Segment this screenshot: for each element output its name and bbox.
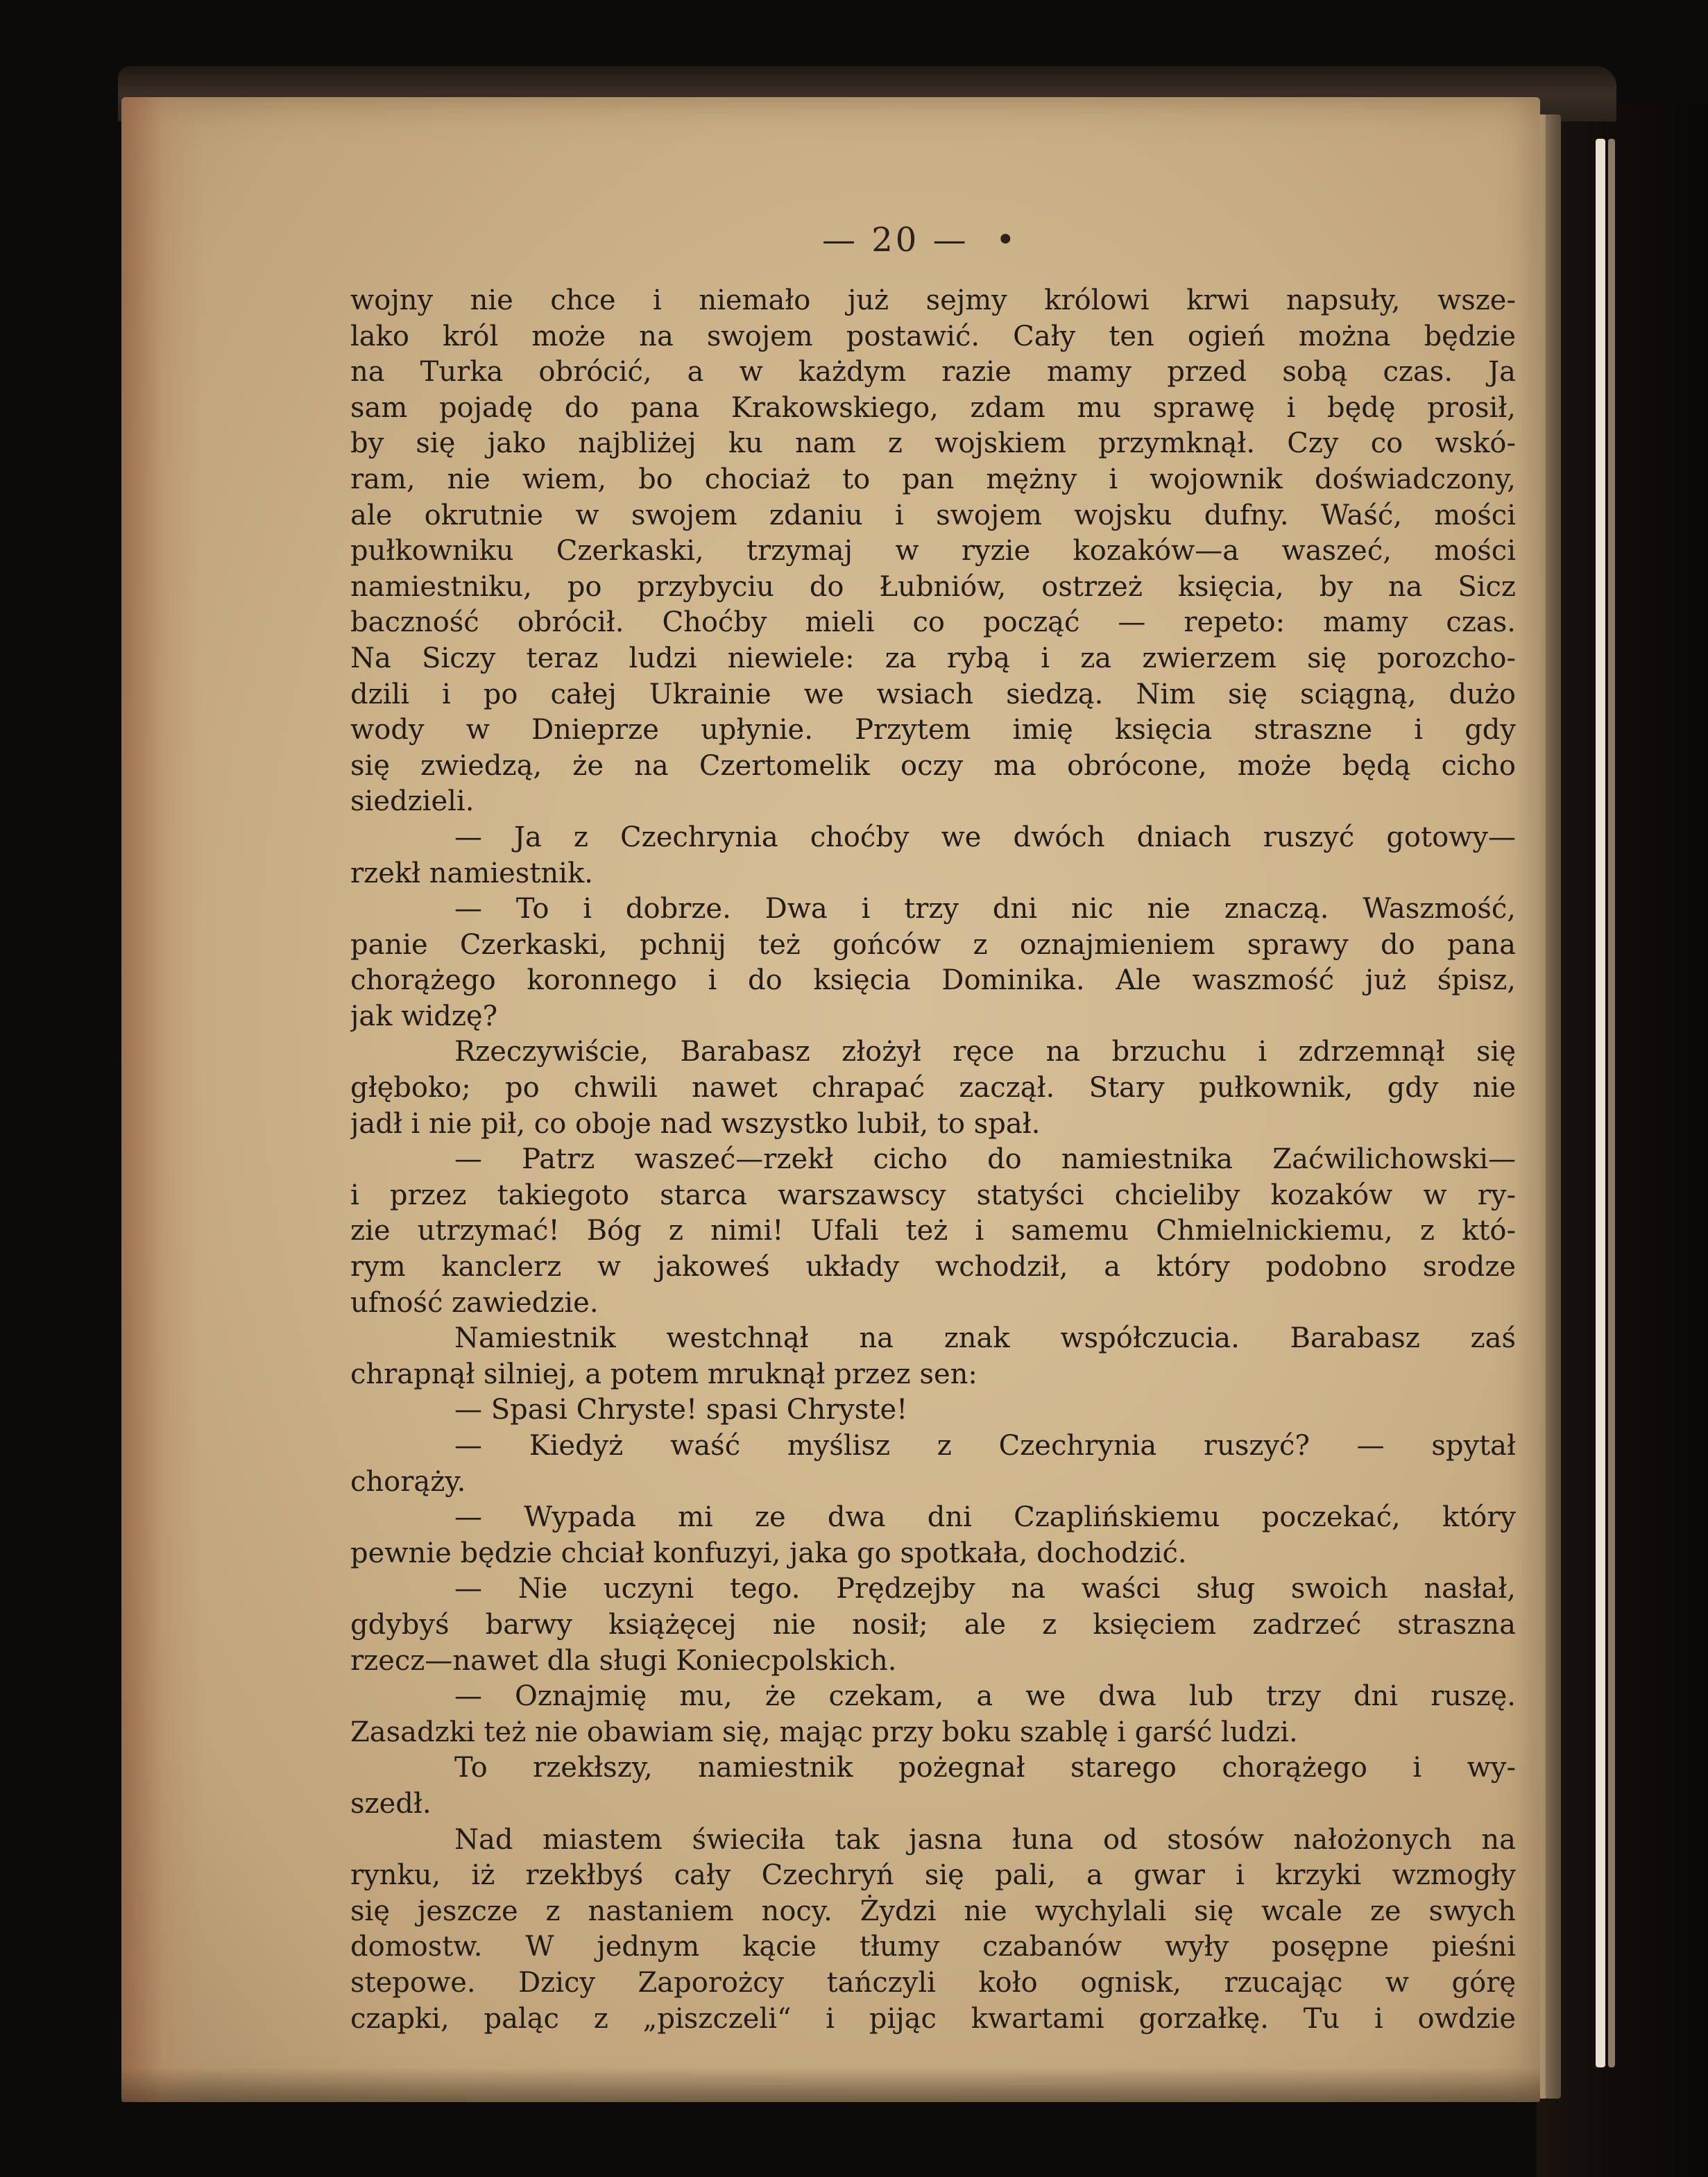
page-edge [1546,114,1561,2099]
text-line: i przez takiegoto starca warszawscy statyści chcieliby kozaków w ry- [350,1179,1516,1211]
text-line: siedzieli. [350,785,475,818]
text-line: rzekł namiestnik. [350,857,593,889]
text-line: by się jako najbliżej ku nam z wojskiem przymknął. Czy co wskó- [350,427,1516,460]
text-line: — Nie uczyni tego. Prędzejby na waści sług swoich nasłał, [454,1573,1516,1605]
text-line: — Ja z Czechrynia choćby we dwóch dniach ruszyć gotowy— [454,821,1516,853]
text-line: Zasadzki też nie obawiam się, mając przy boku szablę i garść ludzi. [350,1716,1298,1748]
text-line: chrapnął silniej, a potem mruknął przez sen: [350,1358,977,1390]
text-line: pewnie będzie chciał konfuzyi, jaka go spotkała, dochodzić. [350,1537,1187,1569]
text-line: rynku, iż rzekłbyś cały Czechryń się pali, a gwar i krzyki wzmogły [350,1859,1516,1892]
text-line: chorążego koronnego i do księcia Dominika. Ale waszmość już śpisz, [350,964,1516,997]
text-line: zie utrzymać! Bóg z nimi! Ufali też i samemu Chmielnickiemu, z któ- [350,1215,1516,1247]
page-edge [1596,139,1605,2067]
text-line: ufność zawiedzie. [350,1286,599,1319]
text-line: Namiestnik westchnął na znak współczucia. Barabasz zaś [454,1322,1516,1355]
text-line: głęboko; po chwili nawet chrapać zaczął. Stary pułkownik, gdy nie [350,1072,1516,1104]
text-line: baczność obrócił. Choćby mieli co począć — repeto: mamy czas. [350,606,1516,639]
text-line: jadł i nie pił, co oboje nad wszystko lubił, to spał. [350,1107,1041,1140]
text-line: gdybyś barwy książęcej nie nosił; ale z księciem zadrzeć straszna [350,1608,1516,1641]
text-line: — Patrz waszeć—rzekł cicho do namiestnika Zaćwilichowski— [454,1143,1516,1176]
text-line: — Oznajmię mu, że czekam, a we dwa lub trzy dni ruszę. [454,1680,1516,1713]
text-line: lako król może na swojem postawić. Cały ten ogień można będzie [350,320,1516,352]
text-line: wody w Dnieprze upłynie. Przytem imię księcia straszne i gdy [350,714,1516,746]
binding-gutter-shadow [121,97,205,2102]
text-line: namiestniku, po przybyciu do Łubniów, ostrzeż księcia, by na Sicz [350,570,1516,603]
text-line: Nad miastem świeciła tak jasna łuna od stosów nałożonych na [454,1823,1516,1856]
text-line: To rzekłszy, namiestnik pożegnał starego chorążego i wy- [454,1752,1516,1784]
body-text [350,283,1516,2037]
text-line: domostw. W jednym kącie tłumy czabanów wyły posępne pieśni [350,1931,1516,1963]
book-cover-edge [1537,104,1708,2177]
text-line: pułkowniku Czerkaski, trzymaj w ryzie kozaków—a waszeć, mości [350,535,1516,567]
text-line: się jeszcze z nastaniem nocy. Żydzi nie wychylali się wcale ze swych [350,1895,1516,1927]
text-line: czapki, paląc z „piszczeli“ i pijąc kwartami gorzałkę. Tu i owdzie [350,2002,1516,2035]
text-line: Na Siczy teraz ludzi niewiele: za rybą i za zwierzem się porozcho- [350,642,1516,674]
page-number: — 20 — • [822,221,1018,259]
text-line: — Kiedyż waść myślisz z Czechrynia ruszyć? — spytał [454,1430,1516,1462]
page-edge [1608,139,1615,2067]
text-line: panie Czerkaski, pchnij też gońców z oznajmieniem sprawy do pana [350,928,1516,961]
text-line: — To i dobrze. Dwa i trzy dni nic nie znaczą. Waszmość, [454,893,1516,925]
text-line: wojny nie chce i niemało już sejmy królowi krwi napsuły, wsze- [350,284,1516,316]
text-line: jak widzę? [350,1000,498,1032]
text-line: — Spasi Chryste! spasi Chryste! [454,1394,908,1426]
text-line: Rzeczywiście, Barabasz złożył ręce na brzuchu i zdrzemnął się [454,1036,1516,1068]
text-line: stepowe. Dzicy Zaporożcy tańczyli koło ognisk, rzucając w górę [350,1966,1516,1999]
text-line: na Turka obrócić, a w każdym razie mamy przed sobą czas. Ja [350,356,1516,389]
text-line: sam pojadę do pana Krakowskiego, zdam mu sprawę i będę prosił, [350,391,1516,424]
text-line: szedł. [350,1787,432,1820]
text-line: — Wypada mi ze dwa dni Czaplińskiemu poczekać, który [454,1501,1516,1534]
text-line: dzili i po całej Ukrainie we wsiach siedzą. Nim się sciągną, dużo [350,678,1516,710]
text-line: ale okrutnie w swojem zdaniu i swojem wojsku dufny. Waść, mości [350,499,1516,531]
text-line: się zwiedzą, że na Czertomelik oczy ma obrócone, może będą cicho [350,749,1516,782]
text-line: rym kanclerz w jakoweś układy wchodził, a który podobno srodze [350,1251,1516,1283]
page-bottom-shadow [121,2067,1540,2102]
text-line: ram, nie wiem, bo chociaż to pan mężny i wojownik doświadczony, [350,463,1516,495]
text-line: chorąży. [350,1465,466,1498]
text-line: rzecz—nawet dla sługi Koniecpolskich. [350,1644,897,1677]
